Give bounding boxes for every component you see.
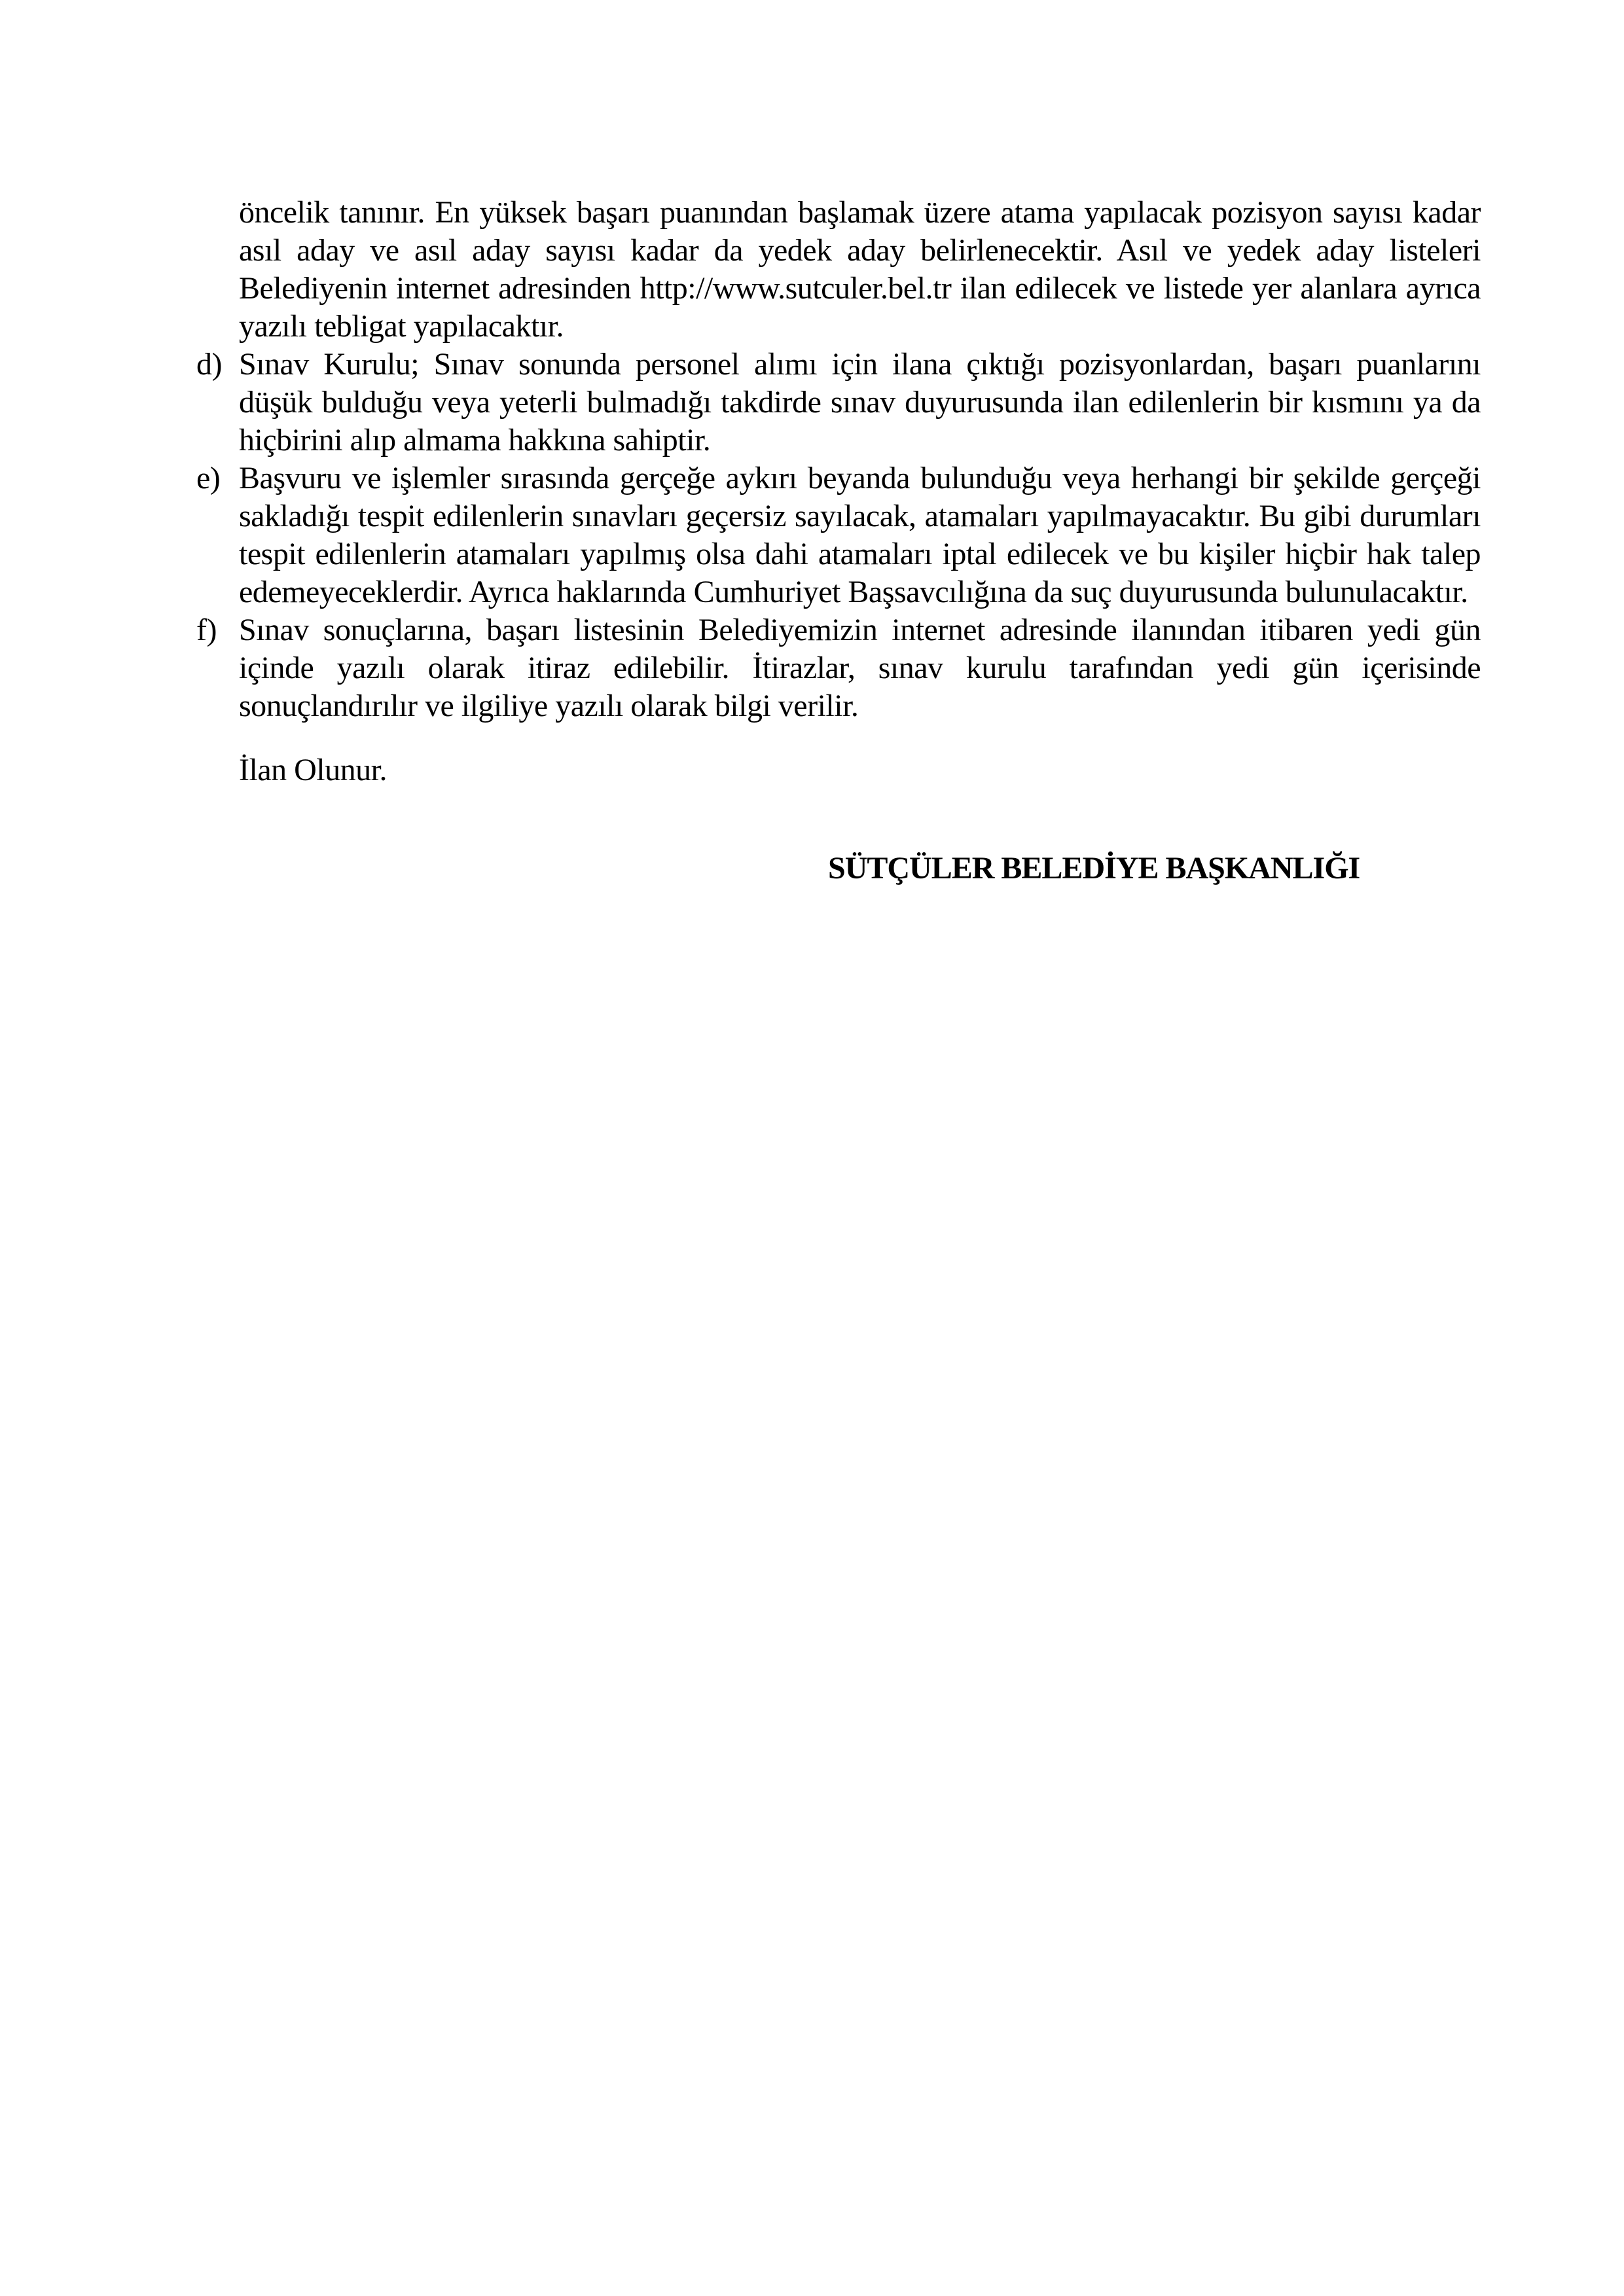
list-item-f — [196, 611, 1481, 725]
signature-line: SÜTÇÜLER BELEDİYE BAŞKANLIĞI — [828, 851, 1360, 886]
website-url: http://www.sutculer.bel.tr — [640, 271, 952, 306]
document-body — [196, 194, 1481, 888]
list-item-d-text: Sınav Kurulu; Sınav sonunda personel alımı için ilana çıktığı pozisyonlardan, başarı puanlarını düşük bulduğu veya yeterli bulmadığı takdirde sınav duyurusunda ilan edilenlerin bir kısmını ya da hiçbirini alıp almama hakkına sahiptir. — [239, 347, 1481, 457]
intro-paragraph — [196, 194, 1481, 346]
list-item-d — [196, 346, 1481, 459]
list-item-e-text: Başvuru ve işlemler sırasında gerçeğe aykırı beyanda bulunduğu veya herhangi bir şekilde gerçeği sakladığı tespit edilenlerin sınavları geçersiz sayılacak, atamaları yapılmayacaktır. Bu gibi durumları tespit edilenlerin atamaları yapılmış olsa dahi atamaları iptal edilecek ve bu kişiler hiçbir hak talep edemeyeceklerdir. Ayrıca haklarında Cumhuriyet Başsavcılığına da suç duyurusunda bulunulacaktır. — [239, 461, 1481, 609]
list-marker-f: f) — [196, 613, 217, 647]
list-marker-e: e) — [196, 461, 221, 495]
closing-line: İlan Olunur. — [239, 753, 387, 787]
list-marker-d: d) — [196, 347, 222, 382]
intro-text-after-url: ilan edilecek ve listede yer alanlara ayrıca yazılı tebligat yapılacaktır. — [239, 271, 1481, 344]
list-item-f-text: Sınav sonuçlarına, başarı listesinin Belediyemizin internet adresinde ilanından itibaren yedi gün içinde yazılı olarak itiraz edilebilir. İtirazlar, sınav kurulu tarafından yedi gün içerisinde sonuçlandırılır ve ilgiliye yazılı olarak bilgi verilir. — [239, 613, 1481, 723]
intro-text-before-url: öncelik tanınır. En yüksek başarı puanından başlamak üzere atama yapılacak pozisyon sayısı kadar asıl aday ve asıl aday sayısı kadar da yedek aday belirlenecektir. Asıl ve yedek aday listeleri Belediyenin internet adresinden — [239, 195, 1481, 306]
list-item-e — [196, 459, 1481, 611]
